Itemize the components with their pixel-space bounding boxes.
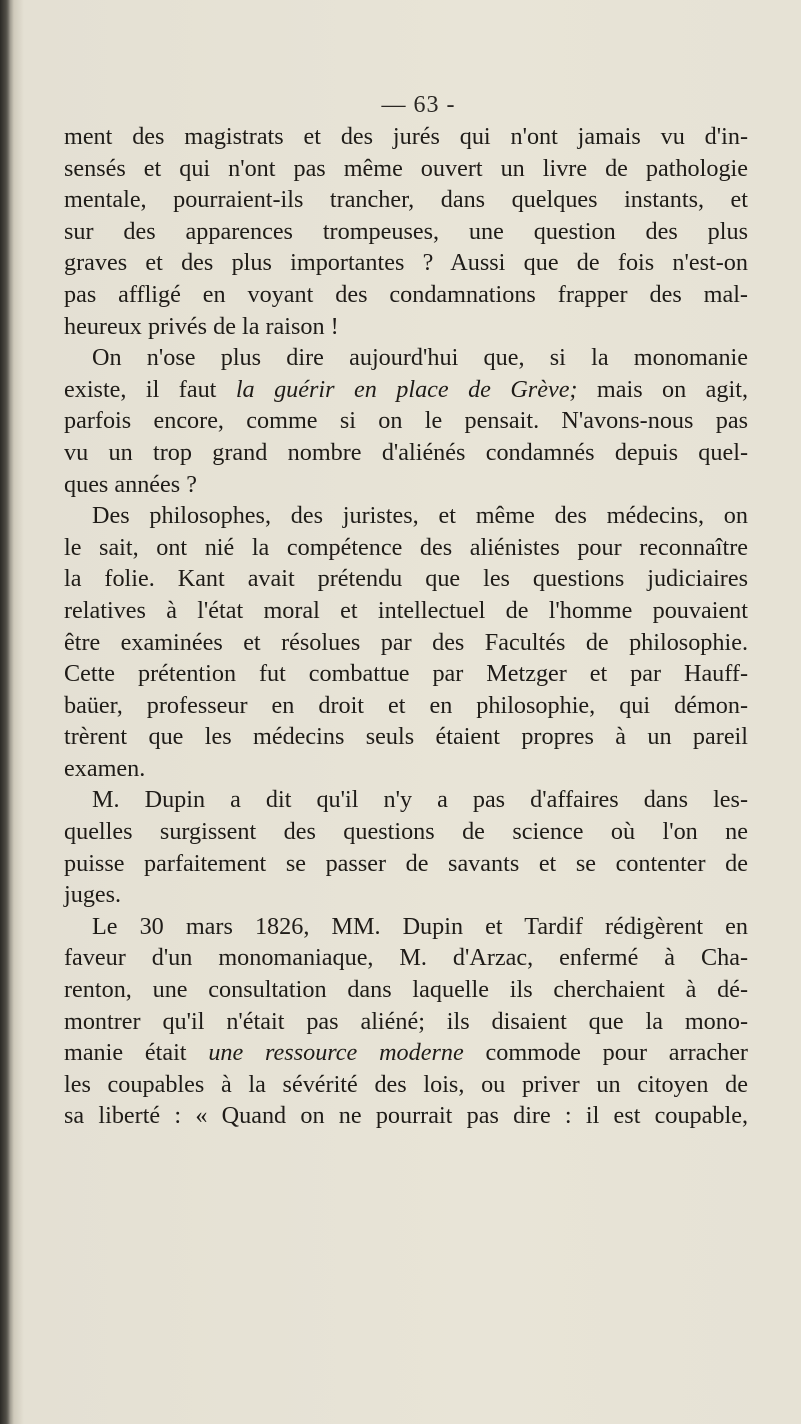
text-line: montrer qu'il n'était pas aliéné; ils disaient que la mono- — [64, 1007, 748, 1035]
text-line: sa liberté : « Quand on ne pourrait pas dire : il est coupable, — [64, 1102, 748, 1130]
body-text — [64, 121, 748, 1132]
text-line: les coupables à la sévérité des lois, ou priver un citoyen de — [64, 1070, 748, 1098]
italic-phrase: une ressource moderne — [208, 1039, 464, 1067]
text-line: baüer, professeur en droit et en philosophie, qui démon- — [64, 691, 748, 719]
text-line: puisse parfaitement se passer de savants et se contenter de — [64, 849, 748, 877]
text-line: être examinées et résolues par des Facultés de philosophie. — [64, 628, 748, 656]
text-line: parfois encore, comme si on le pensait. N'avons-nous pas — [64, 407, 748, 435]
text-line: trèrent que les médecins seuls étaient propres à un pareil — [64, 723, 748, 751]
text-line: renton, une consultation dans laquelle ils cherchaient à dé- — [64, 976, 748, 1004]
text-line: examen. — [64, 754, 146, 782]
text-line: sensés et qui n'ont pas même ouvert un livre de pathologie — [64, 154, 748, 182]
text-line: ques années ? — [64, 470, 197, 498]
text-line: Cette prétention fut combattue par Metzger et par Hauff- — [64, 660, 748, 688]
page-gutter-shadow — [0, 0, 10, 1424]
italic-phrase: la guérir en place de Grève; — [235, 375, 578, 403]
text-line: vu un trop grand nombre d'aliénés condamnés depuis quel- — [64, 438, 748, 466]
text-line: relatives à l'état moral et intellectuel de l'homme pouvaient — [64, 596, 748, 624]
text-line: la folie. Kant avait prétendu que les questions judiciaires — [64, 565, 748, 593]
text-line: juges. — [64, 881, 122, 909]
text-line: quelles surgissent des questions de science où l'on ne — [64, 818, 748, 846]
text-line: Des philosophes, des juristes, et même des médecins, on — [92, 502, 748, 530]
text-line: On n'ose plus dire aujourd'hui que, si la monomanie — [92, 344, 748, 372]
text-line: M. Dupin a dit qu'il n'y a pas d'affaires dans les- — [92, 786, 748, 814]
text-line: heureux privés de la raison ! — [64, 312, 339, 340]
text-line: ment des magistrats et des jurés qui n'ont jamais vu d'in- — [64, 123, 748, 150]
text-line: sur des apparences trompeuses, une question des plus — [64, 217, 748, 245]
text-line: mentale, pourraient-ils trancher, dans quelques instants, et — [64, 186, 748, 214]
page-number: — 63 - — [381, 92, 456, 118]
text-line: pas affligé en voyant des condamnations frapper des mal- — [64, 280, 748, 308]
text-line: existe, il faut la guérir en place de Grève; mais on agit, — [64, 375, 748, 403]
text-line: faveur d'un monomaniaque, M. d'Arzac, enfermé à Cha- — [64, 944, 748, 972]
text-line: graves et des plus importantes ? Aussi que de fois n'est-on — [64, 249, 748, 277]
text-line: Le 30 mars 1826, MM. Dupin et Tardif rédigèrent en — [92, 912, 748, 940]
text-line: le sait, ont nié la compétence des aliénistes pour reconnaître — [64, 533, 748, 561]
text-line: manie était une ressource moderne commode pour arracher — [64, 1039, 748, 1067]
